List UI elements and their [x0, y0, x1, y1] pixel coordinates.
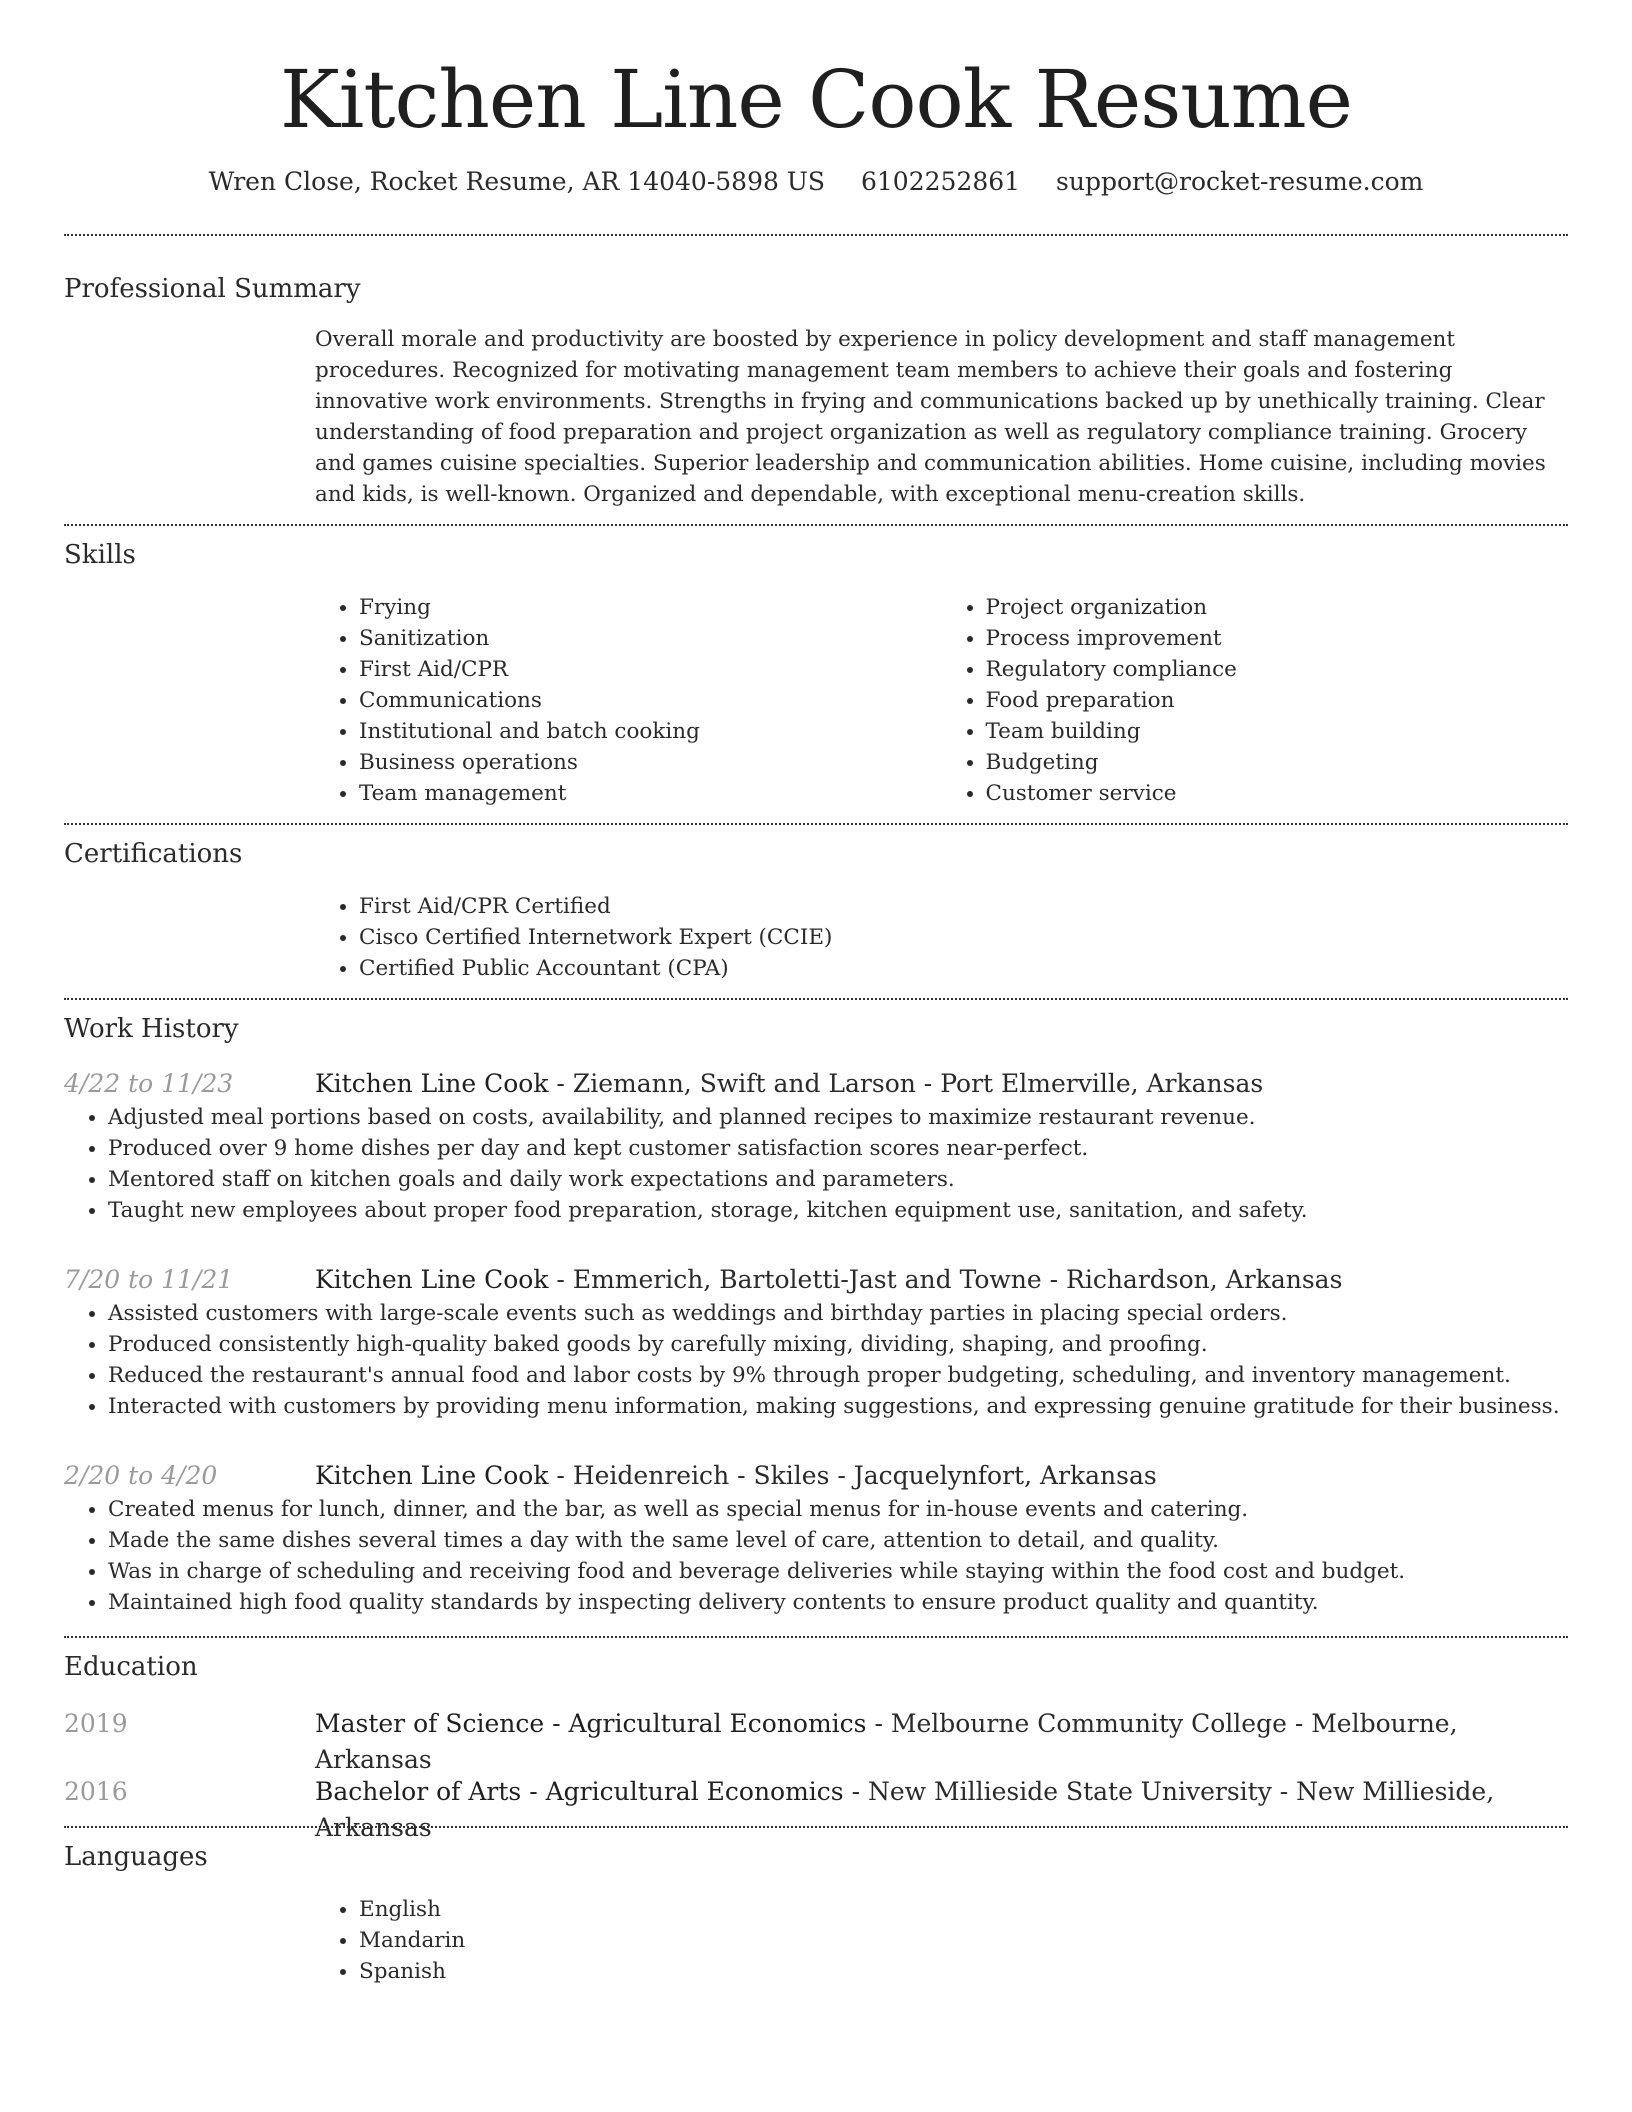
list-item: • English: [359, 1894, 1568, 1925]
list-item: • Produced over 9 home dishes per day and kept customer satisfaction scores near-perfect.: [108, 1133, 1568, 1164]
job-location: Jacquelynfort, Arkansas: [853, 1461, 1157, 1490]
list-item: • Institutional and batch cooking: [359, 716, 942, 747]
summary-section: [64, 272, 1568, 510]
job-heading: Kitchen Line Cook - Ziemann, Swift and Larson - Port Elmerville, Arkansas: [315, 1069, 1264, 1098]
education-detail: Bachelor of Arts - Agricultural Economics - New Millieside State University - New Millieside, Arkansas: [315, 1777, 1495, 1842]
job-heading: Kitchen Line Cook - Heidenreich - Skiles - Jacquelynfort, Arkansas: [315, 1461, 1157, 1490]
job-dates: 2/20 to 4/20: [64, 1461, 218, 1490]
skills-section: [64, 538, 1568, 809]
job-role: Kitchen Line Cook: [315, 1069, 549, 1098]
job-bullets: [64, 1494, 1568, 1618]
list-item: • Was in charge of scheduling and receiving food and beverage deliveries while staying within the food cost and budget.: [108, 1556, 1568, 1587]
job-dates: 4/22 to 11/23: [64, 1069, 234, 1098]
list-item: • First Aid/CPR: [359, 654, 942, 685]
skills-heading: Skills: [64, 540, 136, 570]
divider: [64, 524, 1568, 526]
education-school: New Millieside State University - New Millieside, Arkansas: [315, 1777, 1495, 1842]
job-entry: [64, 1066, 1568, 1226]
job-bullets: [64, 1298, 1568, 1422]
divider: [64, 1826, 1568, 1828]
list-item: • Assisted customers with large-scale events such as weddings and birthday parties in placing special orders.: [108, 1298, 1568, 1329]
list-item: • Spanish: [359, 1956, 1568, 1987]
divider: [64, 1636, 1568, 1638]
education-entry: [64, 1774, 1568, 1842]
list-item: • Certified Public Accountant (CPA): [359, 953, 1568, 984]
contact-email: support@rocket-resume.com: [1056, 167, 1424, 196]
list-item: • Mandarin: [359, 1925, 1568, 1956]
list-item: • Interacted with customers by providing menu information, making suggestions, and expressing genuine gratitude for their business.: [108, 1391, 1568, 1422]
job-entry: [64, 1262, 1568, 1422]
job-employer: Ziemann, Swift and Larson: [572, 1069, 916, 1098]
list-item: • Team management: [359, 778, 942, 809]
list-item: • Adjusted meal portions based on costs, availability, and planned recipes to maximize restaurant revenue.: [108, 1102, 1568, 1133]
divider: [64, 234, 1568, 236]
list-item: • Cisco Certified Internetwork Expert (CCIE): [359, 922, 1568, 953]
education-section: [64, 1650, 1568, 1842]
list-item: • Customer service: [986, 778, 1569, 809]
skills-list-left: [315, 592, 942, 809]
job-role: Kitchen Line Cook: [315, 1265, 549, 1294]
list-item: • Business operations: [359, 747, 942, 778]
list-item: • Regulatory compliance: [986, 654, 1569, 685]
education-heading: Education: [64, 1652, 198, 1682]
education-degree: Master of Science - Agricultural Economics: [315, 1709, 867, 1738]
list-item: • Taught new employees about proper food preparation, storage, kitchen equipment use, sanitation, and safety.: [108, 1195, 1568, 1226]
contact-phone: 6102252861: [861, 167, 1021, 196]
resume-title: Kitchen Line Cook Resume: [280, 53, 1352, 146]
list-item: • Made the same dishes several times a day with the same level of care, attention to detail, and quality.: [108, 1525, 1568, 1556]
list-item: • Maintained high food quality standards by inspecting delivery contents to ensure product quality and quantity.: [108, 1587, 1568, 1618]
job-bullets: [64, 1102, 1568, 1226]
job-dates: 7/20 to 11/21: [64, 1265, 234, 1294]
summary-heading: Professional Summary: [64, 274, 361, 304]
job-employer: Heidenreich - Skiles: [572, 1461, 830, 1490]
list-item: • Team building: [986, 716, 1569, 747]
list-item: • Reduced the restaurant's annual food and labor costs by 9% through proper budgeting, scheduling, and inventory management.: [108, 1360, 1568, 1391]
divider: [64, 998, 1568, 1000]
list-item: • Process improvement: [986, 623, 1569, 654]
job-heading: Kitchen Line Cook - Emmerich, Bartoletti-Jast and Towne - Richardson, Arkansas: [315, 1265, 1343, 1294]
list-item: • Created menus for lunch, dinner, and the bar, as well as special menus for in-house events and catering.: [108, 1494, 1568, 1525]
list-item: • Communications: [359, 685, 942, 716]
certifications-list: [315, 891, 1568, 984]
job-role: Kitchen Line Cook: [315, 1461, 549, 1490]
contact-address: Wren Close, Rocket Resume, AR 14040-5898 US: [208, 167, 826, 196]
languages-heading: Languages: [64, 1842, 208, 1872]
divider: [64, 823, 1568, 825]
list-item: • Budgeting: [986, 747, 1569, 778]
certifications-section: [64, 837, 1568, 984]
summary-text: Overall morale and productivity are boosted by experience in policy development and staff management procedures. Recognized for motivating management team members to achieve their goals and fostering innovative work environments. Strengths in frying and communications backed up by unethically training. Clear understanding of food preparation and project organization as well as regulatory compliance training. Grocery and games cuisine specialties. Superior leadership and communication abilities. Home cuisine, including movies and kids, is well-known. Organized and dependable, with exceptional menu-creation skills.: [315, 327, 1546, 507]
languages-section: [64, 1840, 1568, 1987]
list-item: • Sanitization: [359, 623, 942, 654]
work-history-section: [64, 1012, 1568, 1618]
education-school: Melbourne Community College - Melbourne, Arkansas: [315, 1709, 1458, 1774]
contact-line: [64, 164, 1568, 200]
list-item: • Mentored staff on kitchen goals and daily work expectations and parameters.: [108, 1164, 1568, 1195]
list-item: • Frying: [359, 592, 942, 623]
resume-page: [64, 0, 1568, 1987]
education-year: 2019: [64, 1709, 128, 1738]
education-degree: Bachelor of Arts - Agricultural Economics: [315, 1777, 844, 1806]
list-item: • Produced consistently high-quality baked goods by carefully mixing, dividing, shaping, and proofing.: [108, 1329, 1568, 1360]
education-detail: Master of Science - Agricultural Economics - Melbourne Community College - Melbourne, Arkansas: [315, 1709, 1458, 1774]
skills-list-right: [942, 592, 1569, 809]
list-item: • Project organization: [986, 592, 1569, 623]
work-history-heading: Work History: [64, 1014, 239, 1044]
list-item: • First Aid/CPR Certified: [359, 891, 1568, 922]
job-entry: [64, 1458, 1568, 1618]
education-entry: [64, 1706, 1568, 1774]
job-location: Port Elmerville, Arkansas: [940, 1069, 1264, 1098]
list-item: • Food preparation: [986, 685, 1569, 716]
job-location: Richardson, Arkansas: [1066, 1265, 1343, 1294]
job-employer: Emmerich, Bartoletti-Jast and Towne: [572, 1265, 1042, 1294]
education-year: 2016: [64, 1777, 128, 1806]
certifications-heading: Certifications: [64, 839, 243, 869]
languages-list: [315, 1894, 1568, 1987]
